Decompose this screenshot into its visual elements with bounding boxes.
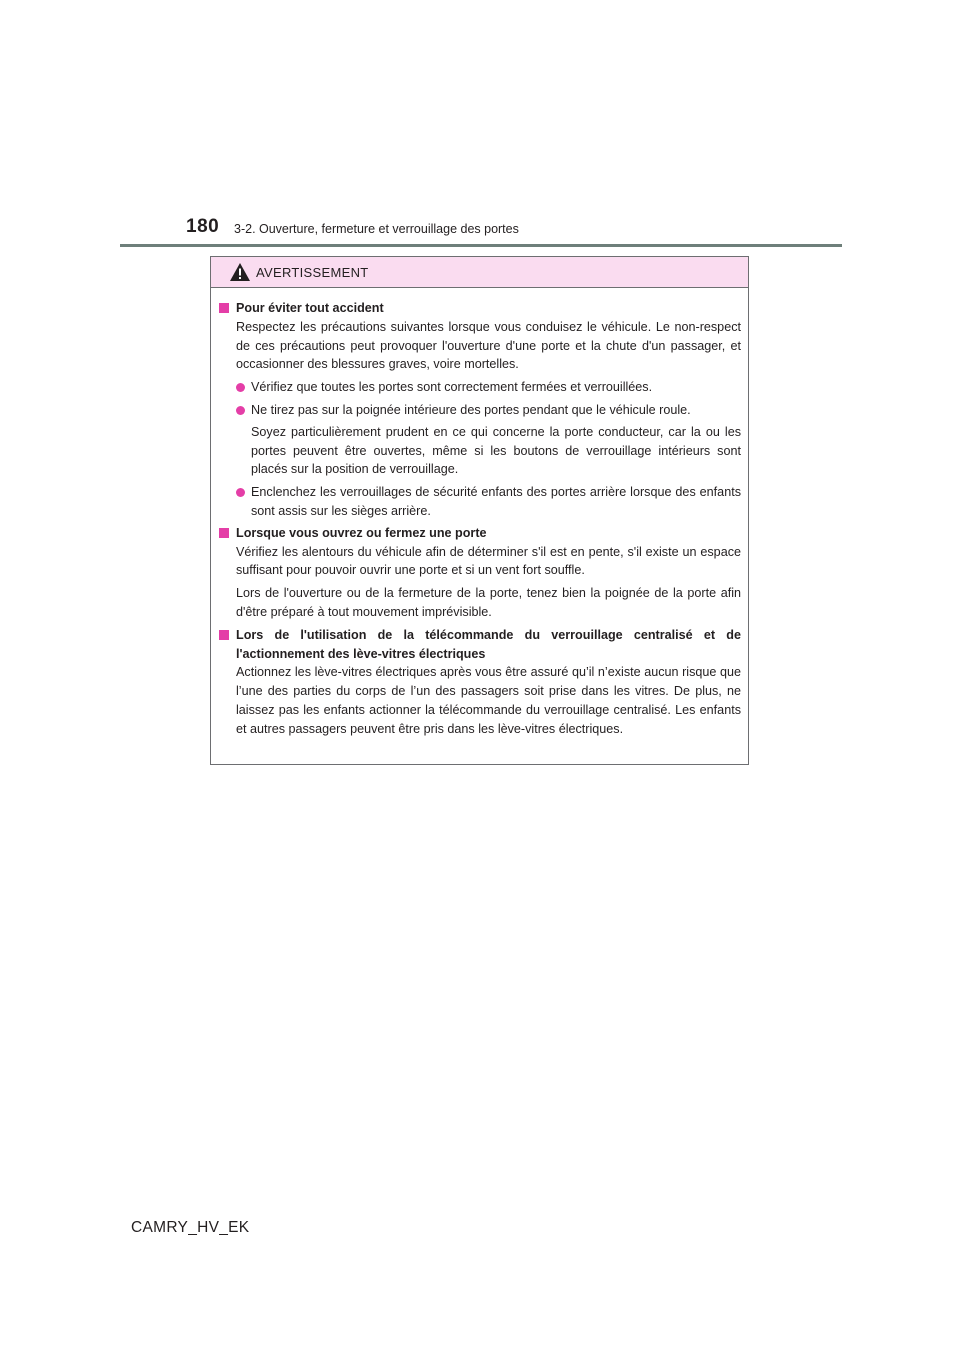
square-bullet-icon [219,528,229,538]
section-heading: Lors de l'utilisation de la télécommande du verrouillage centralisé et de l'actionnement des lève-vitres électriques [219,626,741,664]
square-bullet-icon [219,630,229,640]
paragraph: Vérifiez les alentours du véhicule afin de déterminer s'il est en pente, s'il existe un espace suffisant pour pouvoir ouvrir une porte et si un vent fort souffle. [236,544,741,578]
page-header [0,0,960,250]
warning-header [211,257,748,288]
warning-box [210,256,749,765]
warning-triangle-icon [229,262,251,282]
warning-title: AVERTISSEMENT [256,264,369,280]
model-code: CAMRY_HV_EK [131,1219,250,1236]
circle-bullet-icon [236,406,245,415]
circle-bullet-icon [236,383,245,392]
section-heading: Lorsque vous ouvrez ou fermez une porte [219,524,741,543]
square-bullet-icon [219,303,229,313]
page-number: 180 [186,216,220,237]
section-title: 3-2. Ouverture, fermeture et verrouillage des portes [234,222,519,236]
paragraph: Actionnez les lève-vitres électriques après vous être assuré qu’il n’existe aucun risque que l’une des parties du corps de l’un des passagers soit prise dans les vitres. De plus, ne laissez pas les enfants actionner la télécommande du verrouillage centralisé. Les enfants et autres passagers peuvent être pris dans les lève-vitres électriques. [236,665,741,736]
header-divider [120,244,842,247]
section-heading: Pour éviter tout accident [219,299,741,318]
list-item: Ne tirez pas sur la poignée intérieure des portes pendant que le véhicule roule. [236,401,741,420]
paragraph: Lors de l'ouverture ou de la fermeture de la porte, tenez bien la poignée de la porte afin d'être préparé à tout mouvement imprévisible. [236,586,741,619]
warning-body [211,288,748,739]
bullet-note: Soyez particulièrement prudent en ce qui concerne la porte conducteur, car la ou les portes peuvent être ouvertes, même si les boutons de verrouillage intérieurs sont placés sur la position de verrouillage. [251,424,741,477]
paragraph: Respectez les précautions suivantes lorsque vous conduisez le véhicule. Le non-respect de ces précautions peut provoquer l'ouverture d'une porte et la chute d'un passager, et occasionner des blessures graves, voire mortelles. [236,319,741,372]
circle-bullet-icon [236,488,245,497]
list-item: Vérifiez que toutes les portes sont correctement fermées et verrouillées. [236,378,741,397]
list-item: Enclenchez les verrouillages de sécurité enfants des portes arrière lorsque des enfants sont assis sur les sièges arrière. [236,483,741,521]
